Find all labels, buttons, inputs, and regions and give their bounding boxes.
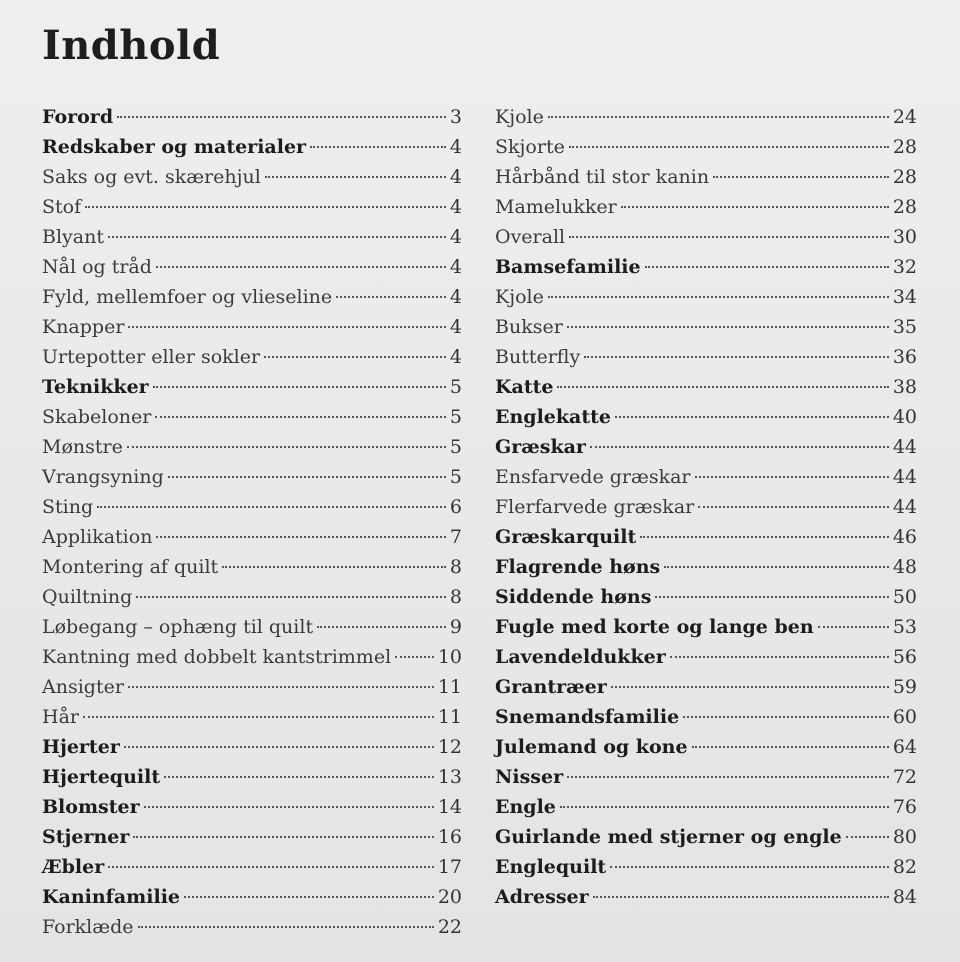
- dot-leader: [310, 146, 446, 148]
- toc-entry-title: Hjerter: [42, 736, 120, 758]
- toc-entry-page-number: 8: [449, 556, 462, 578]
- dot-leader: [85, 206, 446, 208]
- toc-entry: [495, 762, 917, 792]
- toc-entry-page-number: 80: [892, 826, 917, 848]
- dot-leader: [156, 266, 446, 268]
- toc-entry-page-number: 28: [892, 136, 917, 158]
- dot-leader: [584, 356, 889, 358]
- dot-leader: [127, 446, 446, 448]
- toc-entry-page-number: 9: [449, 616, 462, 638]
- toc-entry: [495, 672, 917, 702]
- toc-entry: [42, 612, 462, 642]
- dot-leader: [713, 176, 889, 178]
- toc-entry-page-number: 13: [437, 766, 462, 788]
- toc-entry-title: Bukser: [495, 316, 563, 338]
- dot-leader: [621, 206, 889, 208]
- toc-entry: [42, 372, 462, 402]
- toc-entry-title: Teknikker: [42, 376, 149, 398]
- dot-leader: [557, 386, 888, 388]
- page-title: Indhold: [42, 22, 221, 69]
- toc-entry-title: Englequilt: [495, 856, 607, 878]
- toc-entry: [42, 822, 462, 852]
- toc-entry-title: Kaninfamilie: [42, 886, 181, 908]
- dot-leader: [818, 626, 889, 628]
- toc-entry: [42, 642, 462, 672]
- toc-entry: [42, 792, 462, 822]
- toc-entry: [42, 192, 462, 222]
- dot-leader: [222, 566, 446, 568]
- dot-leader: [83, 716, 434, 718]
- toc-entry: [495, 162, 917, 192]
- toc-entry-title: Butterfly: [495, 346, 581, 368]
- toc-entry-title: Mønstre: [42, 436, 123, 458]
- dot-leader: [124, 746, 434, 748]
- dot-leader: [156, 536, 445, 538]
- dot-leader: [395, 656, 434, 658]
- toc-entry-title: Stjerner: [42, 826, 130, 848]
- dot-leader: [567, 326, 889, 328]
- toc-entry: [42, 252, 462, 282]
- dot-leader: [590, 446, 889, 448]
- dot-leader: [317, 626, 446, 628]
- toc-entry: [495, 582, 917, 612]
- dot-leader: [548, 116, 889, 118]
- toc-entry-title: Kantning med dobbelt kantstrimmel: [42, 646, 392, 668]
- toc-entry: [495, 342, 917, 372]
- dot-leader: [265, 176, 446, 178]
- toc-entry-title: Nisser: [495, 766, 564, 788]
- toc-entry-page-number: 48: [892, 556, 917, 578]
- toc-entry-page-number: 24: [892, 106, 917, 128]
- toc-entry: [495, 702, 917, 732]
- toc-entry-page-number: 5: [449, 436, 462, 458]
- toc-entry-title: Græskarquilt: [495, 526, 637, 548]
- toc-entry: [42, 402, 462, 432]
- toc-entry-page-number: 28: [892, 196, 917, 218]
- toc-entry: [42, 702, 462, 732]
- toc-entry-title: Saks og evt. skærehjul: [42, 166, 261, 188]
- dot-leader: [108, 866, 434, 868]
- dot-leader: [567, 776, 889, 778]
- toc-entry-page-number: 14: [437, 796, 462, 818]
- toc-entry: [42, 762, 462, 792]
- toc-entry-page-number: 44: [892, 466, 917, 488]
- toc-entry-page-number: 36: [892, 346, 917, 368]
- dot-leader: [108, 236, 446, 238]
- toc-entry: [42, 312, 462, 342]
- dot-leader: [846, 836, 889, 838]
- toc-entry-title: Fugle med korte og lange ben: [495, 616, 814, 638]
- dot-leader: [695, 476, 889, 478]
- toc-entry-page-number: 28: [892, 166, 917, 188]
- toc-entry-page-number: 8: [449, 586, 462, 608]
- toc-entry-title: Løbegang – ophæng til quilt: [42, 616, 314, 638]
- dot-leader: [670, 656, 889, 658]
- toc-entry-page-number: 4: [449, 316, 462, 338]
- toc-entry-page-number: 60: [892, 706, 917, 728]
- toc-entry: [495, 102, 917, 132]
- toc-entry-page-number: 64: [892, 736, 917, 758]
- toc-entry-title: Skabeloner: [42, 406, 152, 428]
- toc-entry-page-number: 50: [892, 586, 917, 608]
- toc-entry-title: Guirlande med stjerner og engle: [495, 826, 842, 848]
- toc-entry-title: Kjole: [495, 286, 544, 308]
- toc-entry: [495, 222, 917, 252]
- toc-entry-title: Ensfarvede græskar: [495, 466, 691, 488]
- toc-entry-title: Engle: [495, 796, 556, 818]
- toc-entry-title: Montering af quilt: [42, 556, 219, 578]
- toc-entry-page-number: 35: [892, 316, 917, 338]
- dot-leader: [664, 566, 889, 568]
- toc-entry-page-number: 40: [892, 406, 917, 428]
- toc-entry: [42, 222, 462, 252]
- toc-entry-page-number: 3: [449, 106, 462, 128]
- toc-entry-title: Flagrende høns: [495, 556, 661, 578]
- toc-entry-title: Hårbånd til stor kanin: [495, 166, 710, 188]
- toc-entry: [495, 642, 917, 672]
- toc-entry-title: Hjertequilt: [42, 766, 161, 788]
- toc-entry: [42, 912, 462, 942]
- toc-entry: [42, 492, 462, 522]
- toc-entry-page-number: 5: [449, 466, 462, 488]
- toc-entry: [42, 852, 462, 882]
- toc-entry: [495, 252, 917, 282]
- dot-leader: [692, 746, 889, 748]
- toc-entry: [42, 552, 462, 582]
- toc-entry-page-number: 32: [892, 256, 917, 278]
- toc-entry-title: Snemandsfamilie: [495, 706, 680, 728]
- toc-entry: [495, 372, 917, 402]
- toc-entry-title: Overall: [495, 226, 566, 248]
- toc-entry-title: Siddende høns: [495, 586, 652, 608]
- toc-entry-title: Urtepotter eller sokler: [42, 346, 261, 368]
- toc-entry-title: Lavendeldukker: [495, 646, 666, 668]
- toc-entry-title: Flerfarvede græskar: [495, 496, 695, 518]
- dot-leader: [97, 506, 446, 508]
- toc-entry: [495, 432, 917, 462]
- toc-entry: [42, 582, 462, 612]
- toc-entry-title: Applikation: [42, 526, 153, 548]
- toc-entry: [42, 342, 462, 372]
- dot-leader: [645, 266, 889, 268]
- toc-entry-title: Forklæde: [42, 916, 134, 938]
- dot-leader: [610, 866, 889, 868]
- dot-leader: [117, 116, 446, 118]
- toc-entry: [42, 882, 462, 912]
- toc-entry: [42, 672, 462, 702]
- dot-leader: [569, 146, 889, 148]
- toc-entry-title: Vrangsyning: [42, 466, 164, 488]
- toc-entry: [42, 132, 462, 162]
- toc-entry-title: Stof: [42, 196, 82, 218]
- dot-leader: [640, 536, 889, 538]
- toc-entry-title: Redskaber og materialer: [42, 136, 307, 158]
- toc-entry-page-number: 4: [449, 196, 462, 218]
- toc-entry-title: Grantræer: [495, 676, 607, 698]
- toc-entry-title: Nål og tråd: [42, 256, 152, 278]
- toc-entry: [495, 522, 917, 552]
- dot-leader: [698, 506, 889, 508]
- dot-leader: [548, 296, 889, 298]
- toc-entry-title: Englekatte: [495, 406, 612, 428]
- toc-entry-page-number: 7: [449, 526, 462, 548]
- toc-entry-page-number: 84: [892, 886, 917, 908]
- dot-leader: [144, 806, 434, 808]
- toc-entry: [495, 132, 917, 162]
- toc-entry-title: Quiltning: [42, 586, 133, 608]
- toc-entry-page-number: 30: [892, 226, 917, 248]
- dot-leader: [133, 836, 433, 838]
- toc-entry-title: Blyant: [42, 226, 104, 248]
- toc-entry-page-number: 11: [437, 676, 462, 698]
- toc-entry-page-number: 22: [437, 916, 462, 938]
- toc-entry: [495, 402, 917, 432]
- toc-entry-page-number: 46: [892, 526, 917, 548]
- toc-entry: [495, 732, 917, 762]
- toc-entry-page-number: 44: [892, 496, 917, 518]
- toc-entry-page-number: 6: [449, 496, 462, 518]
- dot-leader: [655, 596, 888, 598]
- toc-entry-title: Blomster: [42, 796, 140, 818]
- dot-leader: [560, 806, 889, 808]
- toc-entry: [42, 732, 462, 762]
- toc-entry-title: Adresser: [495, 886, 589, 908]
- dot-leader: [136, 596, 446, 598]
- dot-leader: [128, 686, 434, 688]
- toc-entry: [495, 612, 917, 642]
- toc-entry: [42, 432, 462, 462]
- toc-entry: [495, 282, 917, 312]
- toc-entry-page-number: 5: [449, 376, 462, 398]
- toc-entry-page-number: 17: [437, 856, 462, 878]
- toc-column-right: [495, 102, 917, 912]
- dot-leader: [615, 416, 889, 418]
- toc-entry: [495, 492, 917, 522]
- toc-entry-title: Bamsefamilie: [495, 256, 641, 278]
- toc-entry-page-number: 82: [892, 856, 917, 878]
- toc-entry-title: Forord: [42, 106, 114, 128]
- toc-entry: [42, 162, 462, 192]
- toc-entry-page-number: 4: [449, 226, 462, 248]
- dot-leader: [155, 416, 446, 418]
- toc-entry: [495, 312, 917, 342]
- dot-leader: [611, 686, 889, 688]
- toc-entry-page-number: 4: [449, 166, 462, 188]
- toc-entry: [495, 552, 917, 582]
- dot-leader: [264, 356, 446, 358]
- dot-leader: [683, 716, 889, 718]
- toc-entry-page-number: 4: [449, 346, 462, 368]
- dot-leader: [138, 926, 434, 928]
- toc-entry-page-number: 20: [437, 886, 462, 908]
- dot-leader: [184, 896, 434, 898]
- toc-entry-title: Græskar: [495, 436, 586, 458]
- toc-entry-page-number: 4: [449, 286, 462, 308]
- toc-entry-page-number: 72: [892, 766, 917, 788]
- toc-entry-page-number: 4: [449, 256, 462, 278]
- toc-entry-page-number: 53: [892, 616, 917, 638]
- dot-leader: [336, 296, 446, 298]
- toc-entry-title: Sting: [42, 496, 94, 518]
- toc-entry-page-number: 38: [892, 376, 917, 398]
- toc-entry-page-number: 11: [437, 706, 462, 728]
- toc-entry-page-number: 12: [437, 736, 462, 758]
- toc-entry: [495, 462, 917, 492]
- toc-entry-page-number: 5: [449, 406, 462, 428]
- toc-entry: [495, 822, 917, 852]
- toc-entry-title: Æbler: [42, 856, 105, 878]
- toc-entry: [495, 792, 917, 822]
- toc-entry-page-number: 16: [437, 826, 462, 848]
- toc-entry-page-number: 44: [892, 436, 917, 458]
- toc-entry: [495, 192, 917, 222]
- dot-leader: [164, 776, 434, 778]
- toc-entry-title: Mamelukker: [495, 196, 617, 218]
- toc-entry: [495, 882, 917, 912]
- dot-leader: [168, 476, 446, 478]
- dot-leader: [593, 896, 889, 898]
- toc-entry-title: Skjorte: [495, 136, 565, 158]
- toc-entry-page-number: 76: [892, 796, 917, 818]
- toc-entry: [42, 282, 462, 312]
- toc-entry-page-number: 59: [892, 676, 917, 698]
- toc-entry-page-number: 10: [437, 646, 462, 668]
- toc-entry-page-number: 34: [892, 286, 917, 308]
- toc-entry: [495, 852, 917, 882]
- toc-entry-title: Hår: [42, 706, 79, 728]
- toc-entry-title: Julemand og kone: [495, 736, 688, 758]
- toc-entry-title: Kjole: [495, 106, 544, 128]
- dot-leader: [569, 236, 889, 238]
- dot-leader: [153, 386, 446, 388]
- dot-leader: [128, 326, 445, 328]
- toc-entry: [42, 102, 462, 132]
- toc-entry-title: Ansigter: [42, 676, 124, 698]
- toc-entry-title: Knapper: [42, 316, 125, 338]
- toc-entry-title: Fyld, mellemfoer og vlieseline: [42, 286, 333, 308]
- toc-entry: [42, 522, 462, 552]
- toc-column-left: [42, 102, 462, 942]
- toc-entry-page-number: 4: [449, 136, 462, 158]
- toc-entry-title: Katte: [495, 376, 554, 398]
- toc-entry: [42, 462, 462, 492]
- toc-entry-page-number: 56: [892, 646, 917, 668]
